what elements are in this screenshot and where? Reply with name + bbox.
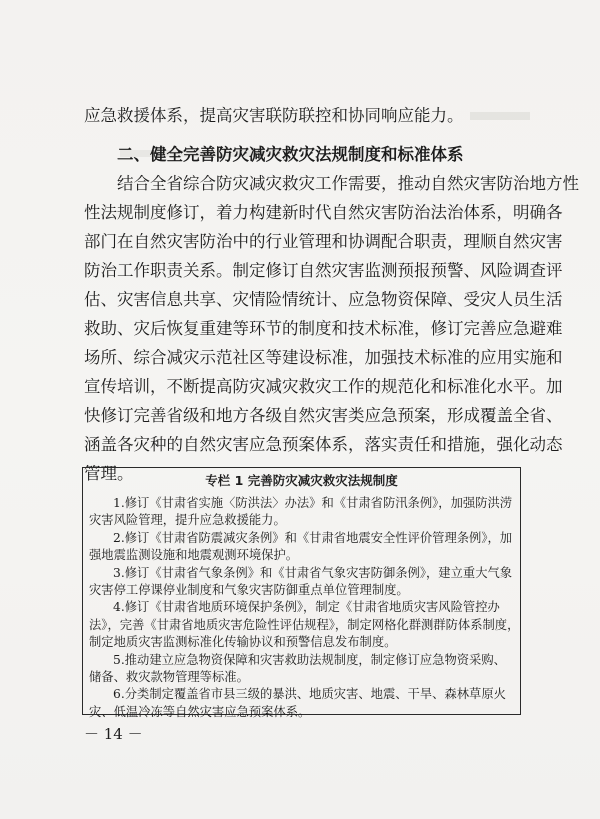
paragraph-line: 部门在自然灾害防治中的行业管理和协调配合职责，理顺自然灾害 [84, 232, 563, 251]
box-line: 灾害停工停课停业制度和气象灾害防御重点单位管理制度。 [89, 583, 409, 597]
paragraph-line: 性法规制度修订，着力构建新时代自然灾害防治法治体系，明确各 [84, 203, 563, 222]
paragraph-line: 宣传培训，不断提高防灾减灾救灾工作的规范化和标准化水平。加 [84, 377, 563, 396]
box-line: 1.修订《甘肃省实施〈防洪法〉办法》和《甘肃省防汛条例》，加强防洪涝 [113, 496, 513, 510]
section-heading: 二、健全完善防灾减灾救灾法规制度和标准体系 [117, 145, 464, 164]
sidebar-box [82, 467, 521, 719]
box-line: 灾害风险管理，提升应急救援能力。 [89, 513, 286, 528]
box-line: 4.修订《甘肃省地质环境保护条例》，制定《甘肃省地质灾害风险管控办 [113, 600, 500, 615]
box-line: 6.分类制定覆盖省市县三级的暴洪、地质灾害、地震、干旱、森林草原火 [113, 687, 506, 702]
box-line: 灾、低温冷冻等自然灾害应急预案体系。 [89, 704, 311, 719]
paragraph-line: 结合全省综合防灾减灾救灾工作需要，推动自然灾害防治地方性 [117, 174, 579, 193]
paragraph-line: 场所、综合减灾示范社区等建设标准，加强技术标准的应用实施和 [84, 348, 563, 367]
body-line-0: 应急救援体系，提高灾害联防联控和协同响应能力。 [84, 106, 464, 125]
box-line: 3.修订《甘肃省气象条例》和《甘肃省气象灾害防御条例》，建立重大气象 [113, 565, 513, 580]
box-title: 专栏 1 完善防灾减灾救灾法规制度 [205, 473, 398, 488]
box-line: 2.修订《甘肃省防震减灾条例》和《甘肃省地震安全性评价管理条例》，加 [113, 530, 513, 545]
box-line: 法》，完善《甘肃省地质灾害危险性评估规程》，制定网格化群测群防体系制度， [89, 617, 520, 632]
box-line: 储备、救灾款物管理等标准。 [89, 670, 249, 684]
paragraph-line: 快修订完善省级和地方各级自然灾害类应急预案，形成覆盖全省、 [84, 406, 563, 425]
paragraph-line: 救助、灾后恢复重建等环节的制度和技术标准，修订完善应急避难 [84, 319, 563, 338]
box-line: 制定地质灾害监测标准化传输协议和预警信息发布制度。 [89, 635, 397, 650]
box-line: 5.推动建立应急物资保障和灾害救助法规制度，制定修订应急物资采购、 [113, 652, 506, 667]
paragraph-line: 防治工作职责关系。制定修订自然灾害监测预报预警、风险调查评 [84, 261, 563, 280]
paragraph-line: 管理。 [84, 464, 134, 483]
page-number: － 14 － [84, 725, 143, 743]
box-line: 强地震监测设施和地震观测环境保护。 [89, 548, 299, 563]
paragraph-line: 涵盖各灾种的自然灾害应急预案体系，落实责任和措施，强化动态 [84, 435, 563, 454]
paragraph-line: 估、灾害信息共享、灾情险情统计、应急物资保障、受灾人员生活 [84, 290, 563, 309]
